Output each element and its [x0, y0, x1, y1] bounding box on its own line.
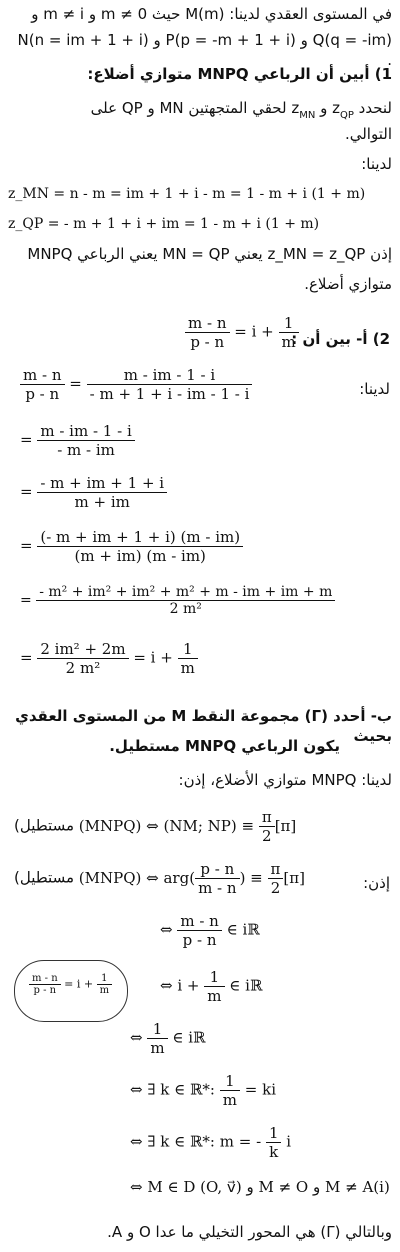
q2b-heading-2: يكون الرباعي MNPQ مستطيل. [109, 737, 340, 755]
q2a-claim: $\frac{m - n}{p - n}$ = i + $\frac{1}{m}$ [185, 314, 299, 351]
q2b-final: وبالتالي (Γ) هي المحور التخيلي ما عدا O و A. [107, 1223, 392, 1241]
q2a-step-3: = $\frac{- m + im + 1 + i}{m + im}$ [20, 474, 167, 511]
q2b-eq-4: ⇔ i + $\frac{1}{m}$ ∈ iℝ [160, 968, 263, 1005]
q2b-eq-7: ⇔ ∃ k ∈ ℝ*: m = - $\frac{1}{k}$ i [130, 1124, 292, 1161]
q2b-eq-8: ⇔ M ∈ D (O, v⃗) و M ≠ O و M ≠ A(i) [130, 1178, 390, 1196]
q1-conclusion-2: متوازي أضلاع. [304, 275, 392, 293]
q2b-eq-2: (مستطيل (MNPQ) ⇔ arg( $\frac{p - n}{m - n}$ ) ≡ $\frac{\pi}{2}$ [π] [14, 860, 305, 897]
q1-eq-1: z_MN = n - m = im + 1 + i - m = 1 - m + i (1 + m) [8, 186, 366, 202]
intro-line-1: في المستوى العقدي لدينا: M(m) حيث 0 ≠ m و m ≠ i و [31, 5, 392, 23]
q2b-text-1: لدينا: MNPQ متوازي الأضلاع، إذن: [178, 771, 392, 789]
q2a-step-6: = $\frac{\text{2 im² + 2m}}{\text{2 m²}}$ = i + $\frac{1}{m}$ [20, 640, 198, 677]
q1-conclusion-1: إذن z_MN = z_QP يعني MN = QP يعني الرباعي MNPQ [27, 245, 392, 263]
q2a-step-5: = $\frac{\text{- m² + im² + im² + m² + m - im + im + m}}{\text{2 m²}}$ [20, 584, 335, 617]
hint-cloud: $\frac{m - n}{p - n}$ = i + $\frac{1}{m}$ [14, 960, 128, 1022]
q1-text-3: لدينا: [361, 155, 392, 173]
q2b-eq-3: ⇔ $\frac{m - n}{p - n}$ ∈ iℝ [160, 912, 260, 949]
q1-eq-2: z_QP = - m + 1 + i + im = 1 - m + i (1 + m) [8, 216, 320, 232]
q2a-ladayna: لدينا: [359, 380, 390, 398]
q2a-heading: 2) أ- بين أن : [291, 330, 390, 348]
q1-text-2: التوالي. [344, 125, 392, 143]
q2a-step-4: = $\frac{(- m + im + 1 + i) (m - im)}{(m + im) (m - im)}$ [20, 528, 243, 565]
q2b-idhan: إذن: [363, 874, 390, 892]
q1-text-1: لنحدد $z_{QP}$ و $z_{MN}$ لحقي المتجهتين MN و QP على [90, 99, 392, 121]
intro-line-2: Q(q = -im) و P(p = -m + 1 + i) و N(n = im + 1 + i) . [17, 31, 392, 69]
q2b-eq-5: ⇔ $\frac{1}{m}$ ∈ iℝ [130, 1020, 206, 1057]
q2b-heading: ب- أحدد (Γ) مجموعة النقط M من المستوى العقدي بحيث [15, 707, 392, 745]
q2b-eq-6: ⇔ ∃ k ∈ ℝ*: $\frac{1}{m}$ = ki [130, 1072, 277, 1109]
q2a-step-1: $\frac{m - n}{p - n}$ = $\frac{m - im - 1 - i}{- m + 1 + i - im - 1 - i}$ [20, 366, 252, 403]
q1-heading: 1) أبين أن الرباعي MNPQ متوازي أضلاع: [87, 65, 392, 83]
q2b-eq-1: (مستطيل (MNPQ) ⇔ (NM; NP) ≡ $\frac{\pi}{2}$ [π] [14, 808, 297, 845]
q2a-step-2: = $\frac{m - im - 1 - i}{- m - im}$ [20, 422, 135, 459]
